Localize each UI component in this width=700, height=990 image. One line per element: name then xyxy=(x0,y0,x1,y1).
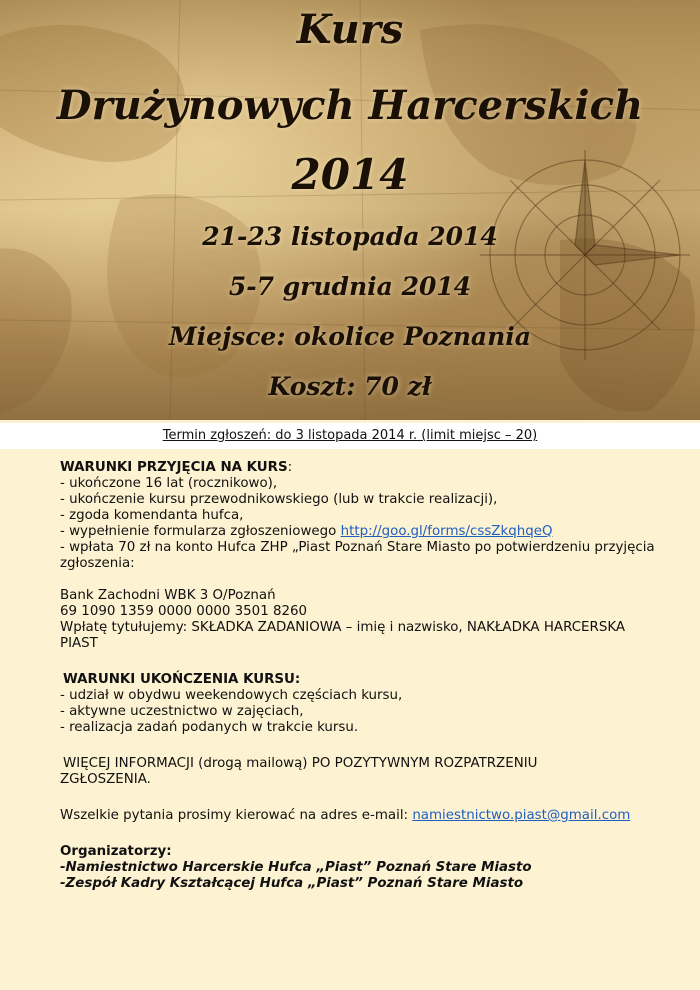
course-cost: Koszt: 70 zł xyxy=(268,372,432,401)
transfer-title: Wpłatę tytułujemy: SKŁADKA ZADANIOWA – imię i nazwisko, NAKŁADKA HARCERSKA xyxy=(60,620,626,635)
admission-item-payment-cont: zgłoszenia: xyxy=(60,556,135,571)
poster-header xyxy=(0,0,700,420)
admission-item: - ukończenie kursu przewodnikowskiego (lub w trakcie realizacji), xyxy=(60,492,498,507)
organizer-item: -Namiestnictwo Harcerskie Hufca „Piast” Poznań Stare Miasto xyxy=(60,860,532,875)
organizer-item: -Zespół Kadry Kształcącej Hufca „Piast” Poznań Stare Miasto xyxy=(60,876,524,891)
admission-heading-colon: : xyxy=(287,460,293,475)
course-date-2: 5-7 grudnia 2014 xyxy=(228,272,472,301)
more-info-text: WIĘCEJ INFORMACJI (drogą mailową) PO POZYTYWNYM ROZPATRZENIU xyxy=(63,756,538,771)
form-requirement-text: - wypełnienie formularza zgłoszeniowego xyxy=(60,524,341,539)
admission-item-form xyxy=(60,524,660,540)
completion-item: - aktywne uczestnictwo w zajęciach, xyxy=(60,704,304,719)
completion-heading: WARUNKI UKOŃCZENIA KURSU: xyxy=(63,672,301,687)
course-title-line-1: Kurs xyxy=(296,6,404,53)
course-date-1: 21-23 listopada 2014 xyxy=(202,222,498,251)
poster-body xyxy=(60,460,660,892)
completion-item: - realizacja zadań podanych w trakcie kursu. xyxy=(60,720,359,735)
registration-deadline: Termin zgłoszeń: do 3 listopada 2014 r. (limit miejsc – 20) xyxy=(162,428,538,443)
course-title-year: 2014 xyxy=(291,150,409,199)
organizers-heading: Organizatorzy: xyxy=(60,844,172,859)
course-place: Miejsce: okolice Poznania xyxy=(169,322,531,351)
contact-text: Wszelkie pytania prosimy kierować na adres e-mail: xyxy=(60,808,413,823)
vintage-map-background xyxy=(0,0,700,420)
registration-form-link[interactable]: http://goo.gl/forms/cssZkqhqeQ xyxy=(340,524,553,539)
contact-line xyxy=(60,808,660,824)
course-title-line-2: Drużynowych Harcerskich xyxy=(56,82,644,129)
more-info-text-cont: ZGŁOSZENIA. xyxy=(60,772,151,787)
admission-item: - ukończone 16 lat (rocznikowo), xyxy=(60,476,278,491)
bank-name: Bank Zachodni WBK 3 O/Poznań xyxy=(60,588,276,603)
admission-heading-line xyxy=(60,460,660,476)
admission-heading: WARUNKI PRZYJĘCIA NA KURS xyxy=(60,460,288,475)
deadline-bar xyxy=(0,423,700,449)
admission-item-payment: - wpłata 70 zł na konto Hufca ZHP „Piast Poznań Stare Miasto po potwierdzeniu przyjęcia xyxy=(60,540,655,555)
admission-item: - zgoda komendanta hufca, xyxy=(60,508,244,523)
bank-account-number: 69 1090 1359 0000 0000 3501 8260 xyxy=(60,604,308,619)
transfer-title-cont: PIAST xyxy=(60,636,98,651)
contact-email-link[interactable]: namiestnictwo.piast@gmail.com xyxy=(412,808,631,823)
completion-item: - udział w obydwu weekendowych częściach kursu, xyxy=(60,688,403,703)
